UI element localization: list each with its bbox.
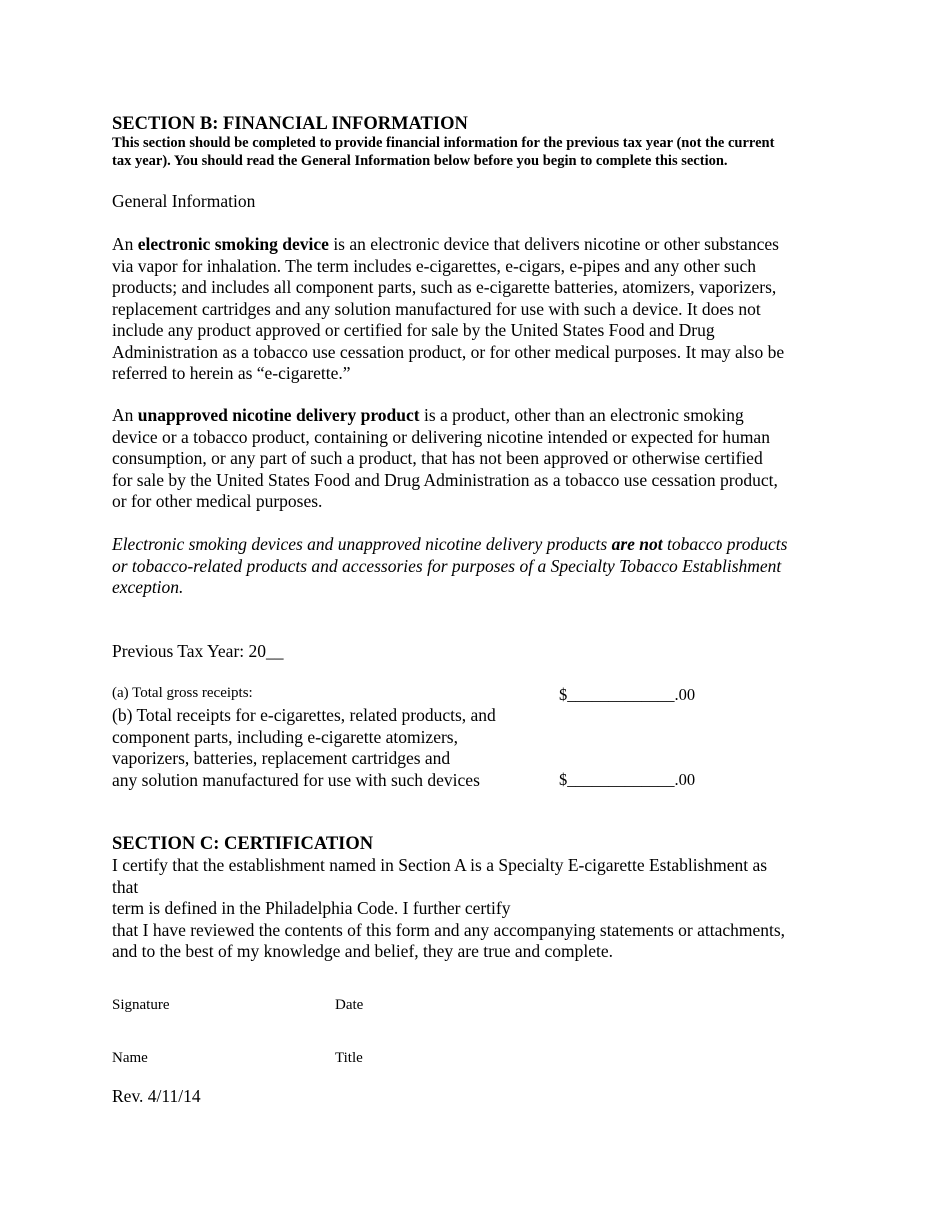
esd-term: electronic smoking device	[137, 234, 329, 254]
undp-rest: is a product, other than an electronic smoking	[419, 405, 744, 425]
receipts-b-line2: component parts, including e-cigarette atomizers,	[112, 726, 458, 747]
esd-para-line1	[112, 234, 779, 256]
general-info-heading: General Information	[112, 191, 256, 211]
undp-prefix: An	[112, 405, 138, 425]
receipts-b-line4: any solution manufactured for use with such devices	[112, 769, 480, 790]
exception-bold: are not	[611, 534, 663, 554]
receipts-b-amount-field[interactable]: $_____________.00	[559, 770, 696, 789]
esd-para-line5: include any product approved or certified for sale by the United States Food and Drug	[112, 320, 715, 340]
signature-field[interactable]: Signature	[112, 997, 170, 1013]
section-c-title: SECTION C: CERTIFICATION	[112, 834, 374, 854]
exception-prefix: Electronic smoking devices and unapproved nicotine delivery products	[112, 534, 612, 554]
exception-para-line3: exception.	[112, 577, 184, 597]
section-b-title: SECTION B: FINANCIAL INFORMATION	[112, 114, 468, 134]
undp-para-line3: consumption, or any part of such a product, that has not been approved or otherwise certified	[112, 448, 763, 468]
undp-para-line2: device or a tobacco product, containing or delivering nicotine intended or expected for human	[112, 426, 770, 447]
exception-para-line1	[112, 534, 787, 556]
exception-para-line2: or tobacco-related products and accessories for purposes of a Specialty Tobacco Establishment	[112, 555, 782, 576]
esd-para-line2: via vapor for inhalation. The term includes e-cigarettes, e-cigars, e-pipes and any other such	[112, 255, 757, 276]
revision-note: Rev. 4/11/14	[112, 1086, 201, 1106]
section-b-instructions-line2: tax year). You should read the General Information below before you begin to complete this section.	[112, 153, 728, 169]
esd-prefix: An	[112, 234, 138, 254]
certification-line2: that	[112, 876, 139, 897]
section-b-instructions-line1: This section should be completed to provide financial information for the previous tax year (not the current	[112, 135, 775, 151]
undp-term: unapproved nicotine delivery product	[137, 405, 420, 425]
certification-line1: I certify that the establishment named in Section A is a Specialty E-cigarette Establishment as	[112, 855, 768, 875]
title-field[interactable]: Title	[335, 1050, 363, 1066]
esd-para-line6: Administration as a tobacco use cessation product, or for other medical purposes. It may also be	[112, 341, 785, 362]
undp-para-line5: or for other medical purposes.	[112, 491, 323, 511]
date-field[interactable]: Date	[335, 997, 364, 1013]
undp-para-line4: for sale by the United States Food and Drug Administration as a tobacco use cessation product,	[112, 469, 778, 490]
esd-para-line7: referred to herein as “e-cigarette.”	[112, 363, 351, 383]
certification-line5: and to the best of my knowledge and belief, they are true and complete.	[112, 941, 614, 961]
exception-rest: tobacco products	[662, 534, 788, 554]
esd-rest: is an electronic device that delivers nicotine or other substances	[328, 234, 779, 254]
esd-para-line4: replacement cartridges and any solution manufactured for use with such a device. It does not	[112, 298, 761, 319]
name-field[interactable]: Name	[112, 1050, 148, 1066]
esd-para-line3: products; and includes all component parts, such as e-cigarette batteries, atomizers, vaporizers,	[112, 277, 777, 297]
undp-para-line1	[112, 405, 744, 427]
receipts-b-line3: vaporizers, batteries, replacement cartridges and	[112, 748, 451, 768]
certification-line3: term is defined in the Philadelphia Code. I further certify	[112, 898, 511, 918]
previous-tax-year-field[interactable]: Previous Tax Year: 20__	[112, 641, 284, 661]
receipts-a-amount-field[interactable]: $_____________.00	[559, 685, 696, 704]
receipts-b-line1: (b) Total receipts for e-cigarettes, related products, and	[112, 705, 496, 725]
certification-line4: that I have reviewed the contents of this form and any accompanying statements or attachments,	[112, 919, 786, 940]
receipts-a-label: (a) Total gross receipts:	[112, 685, 253, 701]
